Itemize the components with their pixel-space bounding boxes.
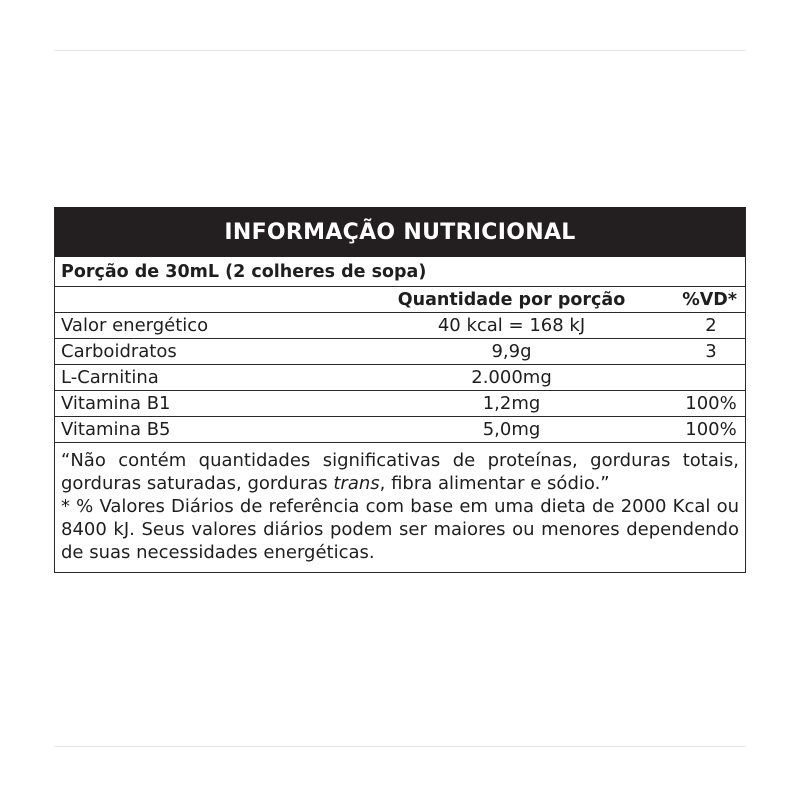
nutrient-quantity: 1,2mg xyxy=(482,393,541,414)
nutrient-row xyxy=(55,416,745,442)
nutrient-row xyxy=(55,390,745,416)
footnote-nutrients: “Não contém quantidades significativas de proteínas, gorduras totais, gorduras saturadas, gorduras trans, fibra alimentar e sódio.” xyxy=(61,450,739,494)
header-quantity: Quantidade por porção xyxy=(397,289,626,310)
nutrient-name: L-Carnitina xyxy=(61,367,159,388)
nutrient-row xyxy=(55,312,745,338)
top-divider xyxy=(54,50,746,51)
nutrient-name: Vitamina B5 xyxy=(61,419,171,440)
nutrient-row xyxy=(55,338,745,364)
nutrient-vd: 3 xyxy=(705,341,717,362)
label-title: INFORMAÇÃO NUTRICIONAL xyxy=(55,207,745,257)
nutrient-quantity: 2.000mg xyxy=(471,367,552,388)
footnote xyxy=(55,442,745,572)
nutrient-quantity: 40 kcal = 168 kJ xyxy=(437,315,586,336)
nutrient-vd: 100% xyxy=(685,393,737,414)
bottom-divider xyxy=(54,746,746,747)
nutrient-name: Valor energético xyxy=(61,315,209,336)
nutrient-vd: 100% xyxy=(685,419,737,440)
nutrient-row xyxy=(55,364,745,390)
header-vd: %VD* xyxy=(682,289,737,310)
nutrient-name: Carboidratos xyxy=(61,341,177,362)
header-row xyxy=(55,286,745,312)
nutrient-quantity: 5,0mg xyxy=(482,419,541,440)
nutrient-name: Vitamina B1 xyxy=(61,393,171,414)
portion-row xyxy=(55,257,745,286)
nutrition-facts-label xyxy=(54,207,746,573)
footnote-daily-values: * % Valores Diários de referência com base em uma dieta de 2000 Kcal ou 8400 kJ. Seus valores diários podem ser maiores ou menores dependendo de suas necessidades energéticas. xyxy=(61,496,739,563)
nutrient-vd: 2 xyxy=(705,315,717,336)
portion-text: Porção de 30mL (2 colheres de sopa) xyxy=(61,261,427,282)
nutrient-quantity: 9,9g xyxy=(491,341,532,362)
